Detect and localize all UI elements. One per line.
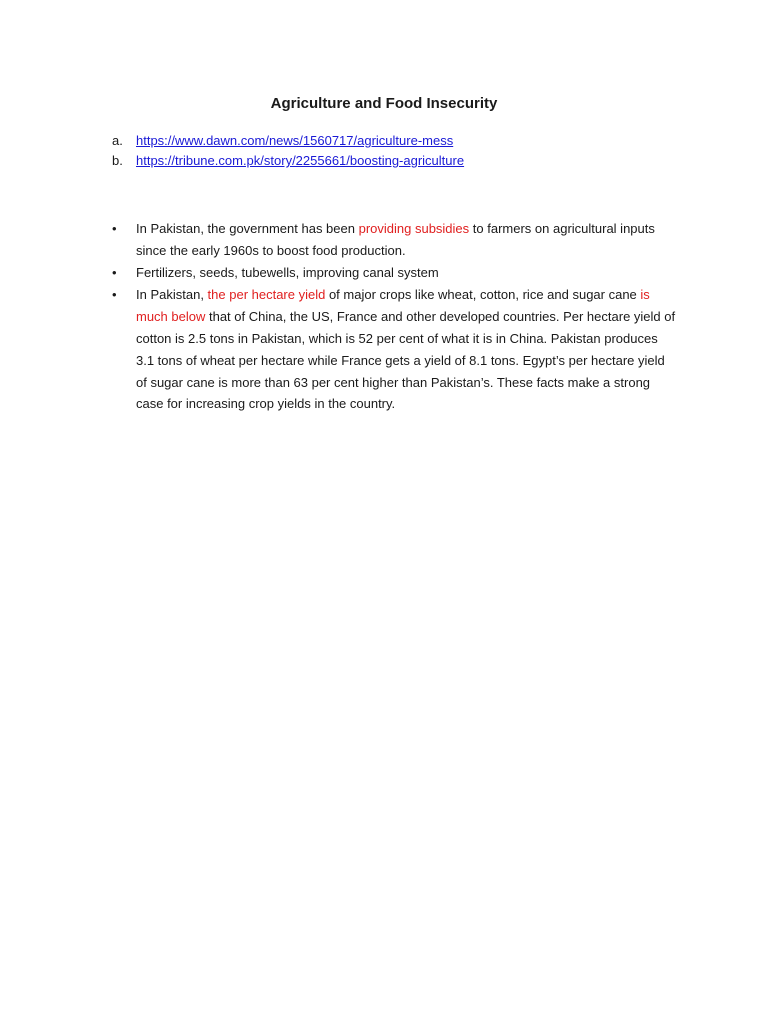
highlighted-text: is much below xyxy=(136,287,650,325)
bullet-item xyxy=(112,262,677,284)
list-marker: a. xyxy=(112,133,123,148)
document-title: Agriculture and Food Insecurity xyxy=(270,95,498,112)
reference-link-item xyxy=(112,151,672,171)
bullet-item xyxy=(112,218,677,262)
highlighted-text: providing subsidies xyxy=(358,221,470,236)
list-marker: b. xyxy=(112,153,123,168)
bullet-text: to farmers on agricultural inputs since the early 1960s to boost food production. xyxy=(136,221,655,258)
bullet-icon: • xyxy=(112,221,117,236)
bullet-item xyxy=(112,284,677,415)
bullet-text: of major crops like wheat, cotton, rice and sugar cane xyxy=(325,287,641,303)
bullet-text: In Pakistan, the government has been xyxy=(136,221,359,236)
bullet-text: In Pakistan, xyxy=(136,287,208,303)
bullet-icon: • xyxy=(112,287,117,303)
highlighted-text: the per hectare yield xyxy=(207,287,326,303)
reference-links xyxy=(112,131,672,171)
reference-link[interactable]: https://tribune.com.pk/story/2255661/boosting-agriculture xyxy=(136,153,465,168)
bullet-text: Fertilizers, seeds, tubewells, improving canal system xyxy=(136,265,439,281)
bullet-icon: • xyxy=(112,265,117,281)
reference-link-item xyxy=(112,131,672,151)
bullet-list xyxy=(112,218,677,416)
reference-link[interactable]: https://www.dawn.com/news/1560717/agriculture-mess xyxy=(136,133,454,148)
bullet-text: that of China, the US, France and other developed countries. Per hectare yield of cotton is 2.5 tons in Pakistan, which is 52 per cent of what it is in China. Pakistan produces 3.1 tons of wheat per hectare while France gets a yield of 8.1 tons. Egypt’s per hectare yield of sugar cane is more than 63 per cent higher than Pakistan’s. These facts make a strong case for increasing crop yields in the country. xyxy=(136,309,676,412)
